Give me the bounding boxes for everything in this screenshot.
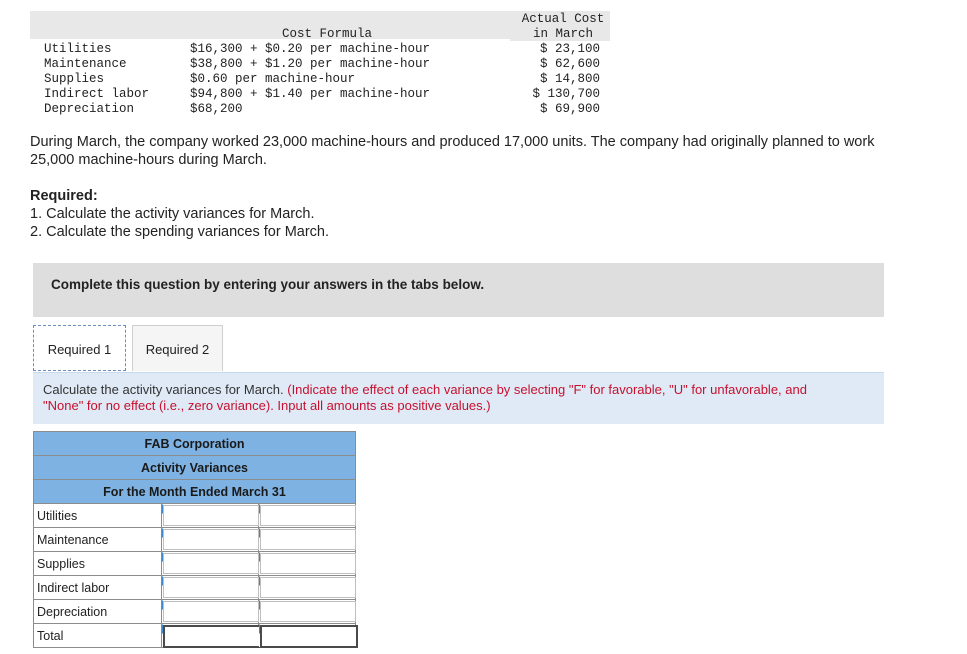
- row-formula-utilities: $16,300 + $0.20 per machine-hour: [190, 42, 431, 56]
- tab-required-2[interactable]: [132, 325, 223, 371]
- amount-cell: [162, 576, 259, 600]
- amount-cell: [162, 504, 259, 528]
- supplies-variance-amount-input[interactable]: [163, 553, 259, 574]
- row-actual-supplies: $ 14,800: [539, 72, 600, 86]
- effect-cell: [259, 552, 356, 576]
- row-label: Utilities: [34, 504, 162, 528]
- instruction-main: Calculate the activity variances for March.: [43, 382, 284, 397]
- required-item-2: 2. Calculate the spending variances for March.: [30, 224, 330, 240]
- table-row: [34, 576, 356, 600]
- effect-cell: [259, 528, 356, 552]
- instruction-panel-text: [43, 382, 833, 414]
- row-formula-depreciation: $68,200: [190, 102, 243, 116]
- problem-paragraph-line2: 25,000 machine-hours during March.: [30, 152, 267, 168]
- row-formula-indirect-labor: $94,800 + $1.40 per machine-hour: [190, 87, 431, 101]
- amount-cell: [162, 600, 259, 624]
- instruction-bar-text: Complete this question by entering your answers in the tabs below.: [51, 277, 485, 292]
- amount-cell: [162, 552, 259, 576]
- instruction-panel: [33, 372, 884, 424]
- utilities-variance-effect-input[interactable]: [260, 505, 356, 526]
- table-row: [34, 504, 356, 528]
- table-row: [34, 552, 356, 576]
- total-variance-amount-input[interactable]: [163, 625, 261, 648]
- tab-required-2-label: Required 2: [145, 342, 210, 357]
- row-label: Supplies: [34, 552, 162, 576]
- row-label: Indirect labor: [34, 576, 162, 600]
- row-label: Depreciation: [34, 600, 162, 624]
- row-label-utilities: Utilities: [44, 42, 112, 56]
- amount-cell: [162, 528, 259, 552]
- amount-cell: [162, 624, 259, 648]
- row-actual-indirect-labor: $ 130,700: [532, 87, 600, 101]
- supplies-variance-effect-input[interactable]: [260, 553, 356, 574]
- problem-paragraph: [30, 133, 960, 169]
- row-formula-supplies: $0.60 per machine-hour: [190, 72, 356, 86]
- total-variance-effect-input[interactable]: [260, 625, 358, 648]
- row-label-depreciation: Depreciation: [44, 102, 135, 116]
- row-label: Total: [34, 624, 162, 648]
- effect-cell: [259, 624, 356, 648]
- cost-formula-table: [30, 11, 610, 117]
- activity-variances-table: [33, 431, 356, 648]
- maintenance-variance-effect-input[interactable]: [260, 529, 356, 550]
- row-actual-utilities: $ 23,100: [539, 42, 600, 56]
- row-label-maintenance: Maintenance: [44, 57, 127, 71]
- indirect-labor-variance-amount-input[interactable]: [163, 577, 259, 598]
- cost-formula-header: Cost Formula: [282, 27, 373, 41]
- table-company-name: FAB Corporation: [34, 432, 356, 456]
- maintenance-variance-amount-input[interactable]: [163, 529, 259, 550]
- actual-cost-header-line1: Actual Cost: [521, 12, 605, 26]
- depreciation-variance-amount-input[interactable]: [163, 601, 259, 622]
- row-label-indirect-labor: Indirect labor: [44, 87, 150, 101]
- table-title: Activity Variances: [34, 456, 356, 480]
- row-label-supplies: Supplies: [44, 72, 105, 86]
- instruction-note: (Indicate the effect of each variance by selecting "F" for favorable, "U" for unfavorable, and "None" for no effect (i.e., zero variance). Input all amounts as positive values.): [43, 382, 807, 413]
- problem-paragraph-line1: During March, the company worked 23,000 machine-hours and produced 17,000 units. The company had originally planned to work: [30, 134, 875, 150]
- required-item-1: 1. Calculate the activity variances for March.: [30, 206, 315, 222]
- indirect-labor-variance-effect-input[interactable]: [260, 577, 356, 598]
- required-title: Required:: [30, 188, 98, 204]
- table-row: [34, 600, 356, 624]
- required-section: [30, 187, 329, 241]
- row-formula-maintenance: $38,800 + $1.20 per machine-hour: [190, 57, 431, 71]
- table-period: For the Month Ended March 31: [34, 480, 356, 504]
- effect-cell: [259, 576, 356, 600]
- utilities-variance-amount-input[interactable]: [163, 505, 259, 526]
- tab-required-1[interactable]: [33, 325, 126, 371]
- effect-cell: [259, 600, 356, 624]
- row-label: Maintenance: [34, 528, 162, 552]
- table-row: [34, 624, 356, 648]
- table-row: [34, 528, 356, 552]
- instruction-bar: [33, 263, 884, 317]
- tab-required-1-label: Required 1: [47, 342, 112, 357]
- depreciation-variance-effect-input[interactable]: [260, 601, 356, 622]
- row-actual-maintenance: $ 62,600: [539, 57, 600, 71]
- row-actual-depreciation: $ 69,900: [539, 102, 600, 116]
- effect-cell: [259, 504, 356, 528]
- actual-cost-header-line2: in March: [532, 27, 593, 41]
